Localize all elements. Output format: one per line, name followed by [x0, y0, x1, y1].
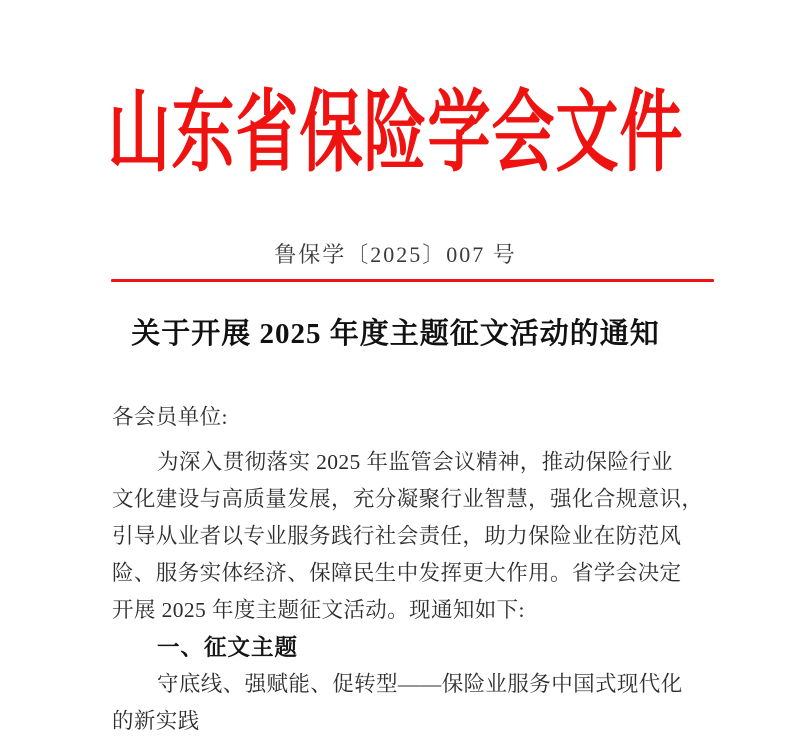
- document-body: [112, 399, 712, 740]
- theme-line: 守底线、强赋能、促转型——保险业服务中国式现代化: [157, 672, 683, 696]
- paragraph-line: 引导从业者以专业服务践行社会责任，助力保险业在防范风: [112, 524, 682, 548]
- paragraph-line: 为深入贯彻落实 2025 年监管会议精神，推动保险行业: [157, 450, 674, 474]
- paragraph-line: 险、服务实体经济、保障民生中发挥更大作用。省学会决定: [112, 561, 682, 585]
- theme-line: 的新实践: [112, 709, 200, 733]
- document-title: 关于开展 2025 年度主题征文活动的通知: [131, 318, 660, 350]
- red-divider-line: [111, 279, 714, 282]
- intro-paragraph: [112, 444, 712, 629]
- salutation: 各会员单位:: [112, 405, 228, 429]
- document-number: 鲁保学〔2025〕007 号: [274, 242, 517, 267]
- section-heading-essay-theme: 一、征文主题: [157, 635, 299, 660]
- letterhead-org-title: 山东省保险学会文件: [107, 83, 684, 183]
- paragraph-line: 文化建设与高质量发展，充分凝聚行业智慧，强化合规意识，: [112, 487, 704, 511]
- paragraph-line: 开展 2025 年度主题征文活动。现通知如下:: [112, 598, 525, 622]
